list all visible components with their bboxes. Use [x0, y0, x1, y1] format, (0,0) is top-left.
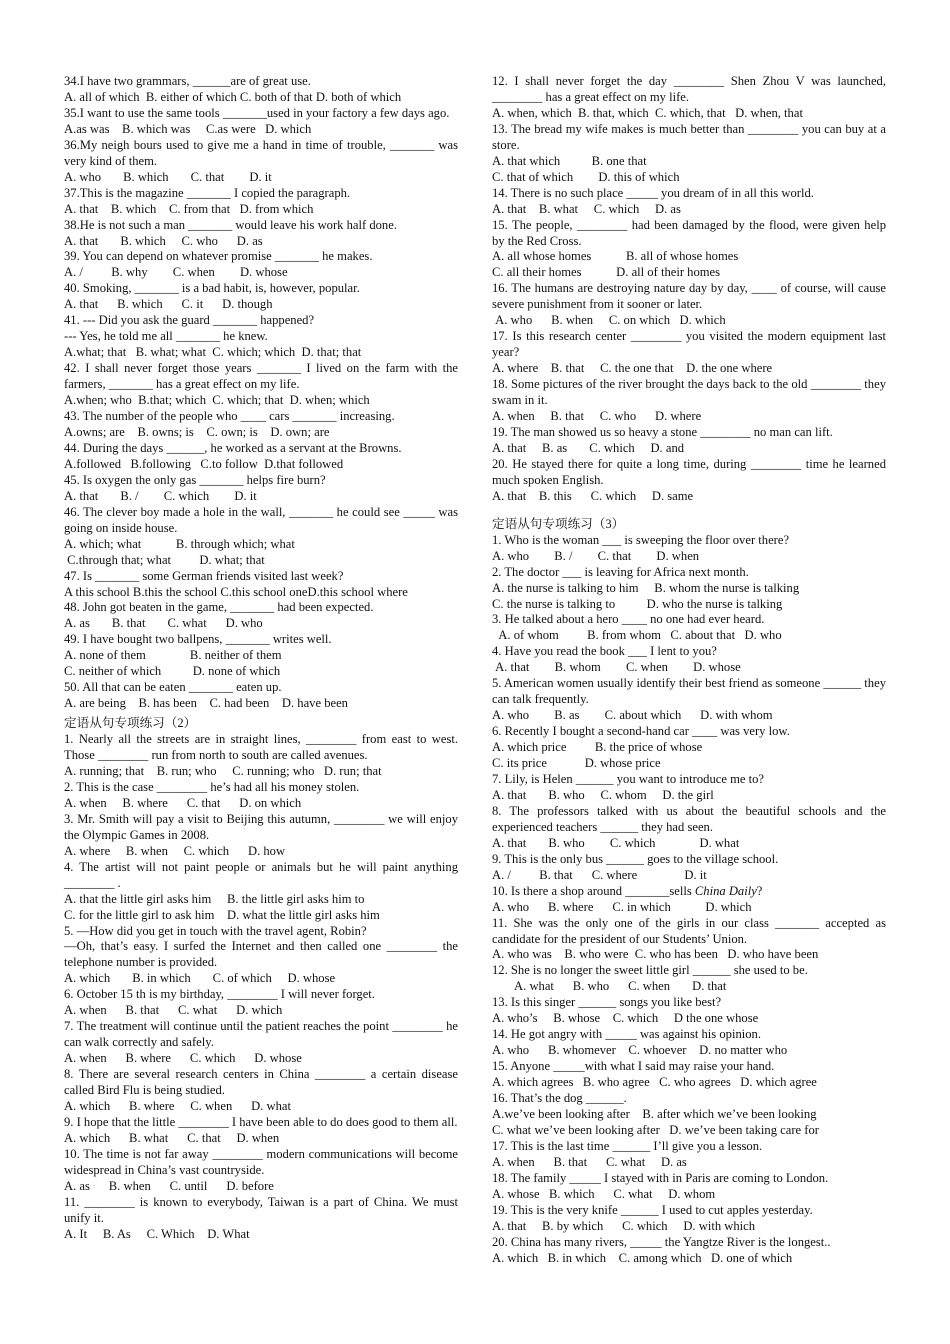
question-text: 19. This is the very knife ______ I used to cut apples yesterday. — [492, 1202, 813, 1217]
answer-options: A. which agrees B. who agree C. who agrees D. which agree — [492, 1075, 817, 1090]
answer-options: C. what we’ve been looking after D. we’ve been taking care for — [492, 1122, 819, 1137]
answer-options: A. that B. what C. which D. as — [492, 201, 681, 216]
answer-options: A. which B. what C. that D. when — [64, 1130, 280, 1145]
question-text: 6. October 15 th is my birthday, ________ I will never forget. — [64, 987, 375, 1002]
answer-options: A. which B. where C. when D. what — [64, 1099, 292, 1113]
answer-options: A. who was B. who were C. who has been D. who have been — [492, 947, 819, 962]
question-text: 34.I have two grammars, ______are of great use. — [64, 74, 311, 88]
answer-options: A.owns; are B. owns; is C. own; is D. own; are — [64, 424, 330, 439]
answer-options: A. when B. that C. what D. which — [64, 1003, 283, 1018]
newspaper-title: China Daily — [694, 883, 757, 898]
answer-options: A this school B.this the school C.this school oneD.this school where — [64, 584, 408, 599]
question-text: 37.This is the magazine _______ I copied the paragraph. — [64, 185, 351, 200]
answer-options: A. that B. which C. from that D. from which — [64, 201, 314, 216]
question-text: 5. American women usually identify their best friend as someone ______ they can talk frequently. — [492, 676, 890, 707]
answer-options: A. all whose homes B. all of whose homes — [492, 249, 739, 264]
spacer — [492, 505, 886, 513]
right-column — [492, 74, 890, 1267]
question-text: 16. That’s the dog ______. — [492, 1091, 627, 1106]
question-text: 8. There are several research centers in China ________ a certain disease called Bird Flu is being studied. — [64, 1067, 462, 1098]
answer-options: C. its price D. whose price — [492, 756, 661, 771]
answer-options: A.we’ve been looking after B. after which we’ve been looking — [492, 1107, 817, 1121]
answer-options: A. who’s B. whose C. which D the one whose — [492, 1011, 759, 1026]
question-text: 7. Lily, is Helen ______ you want to introduce me to? — [492, 771, 764, 786]
question-text: 20. China has many rivers, _____ the Yangtze River is the longest.. — [492, 1234, 831, 1249]
question-text: 49. I have bought two ballpens, _______ writes well. — [64, 632, 332, 647]
question-text: 3. He talked about a hero ____ no one had ever heard. — [492, 612, 765, 627]
answer-options: A. who B. as C. about which D. with whom — [492, 708, 773, 723]
answer-options: A. none of them B. neither of them — [64, 648, 282, 663]
answer-options: C.through that; what D. what; that — [64, 552, 265, 567]
question-text: 48. John got beaten in the game, _______ had been expected. — [64, 600, 374, 615]
answer-options: A. that B. which C. it D. though — [64, 297, 273, 312]
question-text: 7. The treatment will continue until the patient reaches the point ________ he can walk correctly and safely. — [64, 1019, 462, 1050]
question-text: 10. Is there a shop around _______sells China Daily? — [492, 883, 763, 898]
answer-options: A. who B. where C. in which D. which — [492, 899, 752, 914]
question-text: 14. There is no such place _____ you dream of in all this world. — [492, 185, 814, 200]
question-text: 40. Smoking, _______ is a bad habit, is, however, popular. — [64, 281, 360, 296]
question-text: 39. You can depend on whatever promise _______ he makes. — [64, 249, 373, 264]
answer-options: A. that B. / C. which D. it — [64, 488, 257, 503]
question-text: 44. During the days ______, he worked as a servant at the Browns. — [64, 440, 402, 455]
question-text: 14. He got angry with _____ was against his opinion. — [492, 1027, 761, 1042]
answer-options: A.followed B.following C.to follow D.that followed — [64, 456, 344, 471]
answer-options: A. where B. that C. the one that D. the one where — [492, 361, 773, 376]
question-text: 36.My neigh bours used to give me a hand in time of trouble, _______ was very kind of them. — [64, 137, 462, 168]
question-text: 12. She is no longer the sweet little girl ______ she used to be. — [492, 963, 808, 978]
section-heading: 定语从句专项练习（3） — [492, 516, 625, 531]
dialogue-line: —Oh, that’s easy. I surfed the Internet and then called one ________ the telephone number is provided. — [64, 939, 462, 970]
answer-options: A. who B. whomever C. whoever D. no matter who — [492, 1043, 788, 1058]
answer-options: A. when B. that C. what D. as — [492, 1154, 687, 1169]
dialogue-line: --- Yes, he told me all _______ he knew. — [64, 329, 268, 344]
answer-options: A. that which B. one that — [492, 153, 647, 168]
question-text: 35.I want to use the same tools _______used in your factory a few days ago. — [64, 105, 450, 120]
question-text: 45. Is oxygen the only gas _______ helps fire burn? — [64, 472, 326, 487]
question-text: 13. The bread my wife makes is much better than ________ you can buy at a store. — [492, 121, 890, 152]
answer-options: A. that B. this C. which D. same — [492, 488, 694, 503]
answer-options: A. / B. why C. when D. whose — [64, 265, 288, 280]
question-text: 10. The time is not far away ________ modern communications will become widespread in China’s vast countryside. — [64, 1146, 462, 1177]
answer-options: A. as B. when C. until D. before — [64, 1178, 274, 1193]
question-text: 46. The clever boy made a hole in the wall, _______ he could see _____ was going on inside house. — [64, 504, 462, 535]
answer-options: A. which B. in which C. among which D. one of which — [492, 1250, 793, 1265]
answer-options: A. It B. As C. Which D. What — [64, 1226, 250, 1241]
question-text: 38.He is not such a man _______ would leave his work half done. — [64, 217, 397, 232]
question-text: 2. This is the case ________ he’s had all his money stolen. — [64, 779, 360, 794]
question-text: 12. I shall never forget the day ________ Shen Zhou V was launched, ________ has a great effect on my life. — [492, 74, 890, 104]
answer-options: A. when B. where C. which D. whose — [64, 1051, 302, 1066]
question-text: 15. The people, ________ had been damaged by the flood, were given help by the Red Cross. — [492, 217, 890, 248]
question-text: 9. This is the only bus ______ goes to the village school. — [492, 851, 779, 866]
question-text: 2. The doctor ___ is leaving for Africa next month. — [492, 564, 749, 579]
question-text: 20. He stayed there for quite a long time, during ________ time he learned much spoken English. — [492, 456, 890, 487]
answer-options: A. when B. where C. that D. on which — [64, 795, 302, 810]
question-text: 11. ________ is known to everybody, Taiwan is a part of China. We must unify it. — [64, 1194, 462, 1225]
question-text: 8. The professors talked with us about the beautiful schools and the experienced teachers ______ they had seen. — [492, 803, 890, 834]
question-text: 1. Who is the woman ___ is sweeping the floor over there? — [492, 532, 790, 547]
question-text: 50. All that can be eaten _______ eaten up. — [64, 680, 282, 695]
answer-options: A. which; what B. through which; what — [64, 536, 295, 551]
section-heading: 定语从句专项练习（2） — [64, 716, 197, 731]
answer-options: A. that the little girl asks him B. the little girl asks him to — [64, 891, 365, 906]
answer-options: A. who B. / C. that D. when — [492, 548, 700, 563]
answer-options: A. of whom B. from whom C. about that D. who — [492, 628, 782, 643]
answer-options: A. that B. whom C. when D. whose — [492, 660, 741, 675]
question-text: 5. —How did you get in touch with the travel agent, Robin? — [64, 923, 367, 938]
answer-options: A. that B. as C. which D. and — [492, 440, 685, 455]
answer-options: A. as B. that C. what D. who — [64, 616, 263, 631]
question-text: 42. I shall never forget those years _______ I lived on the farm with the farmers, _______ has a great effect on my life. — [64, 361, 462, 392]
question-text: 19. The man showed us so heavy a stone ________ no man can lift. — [492, 424, 833, 439]
question-text: 4. The artist will not paint people or animals but he will paint anything ________ . — [64, 859, 462, 890]
question-text: 43. The number of the people who ____ cars _______ increasing. — [64, 409, 395, 424]
answer-options: A.what; that B. what; what C. which; which D. that; that — [64, 345, 362, 360]
answer-options: C. for the little girl to ask him D. what the little girl asks him — [64, 907, 380, 922]
answer-options: A. / B. that C. where D. it — [492, 867, 707, 882]
answer-options: A. are being B. has been C. had been D. have been — [64, 696, 348, 711]
question-text: 15. Anyone _____with what I said may raise your hand. — [492, 1059, 775, 1074]
question-text: 3. Mr. Smith will pay a visit to Beijing this autumn, ________ we will enjoy the Olympic Games in 2008. — [64, 811, 465, 842]
question-text: 18. Some pictures of the river brought the days back to the old ________ they swam in it. — [492, 377, 890, 408]
answer-options: A. that B. who C. whom D. the girl — [492, 787, 714, 802]
question-text: 17. Is this research center ________ you visited the modern equipment last year? — [492, 329, 890, 360]
question-text: 47. Is _______ some German friends visited last week? — [64, 568, 344, 583]
question-text: 11. She was the only one of the girls in our class _______ accepted as candidate for the president of our Students’ Union. — [492, 915, 890, 946]
question-text: 18. The family _____ I stayed with in Paris are coming to London. — [492, 1170, 829, 1185]
answer-options: A. the nurse is talking to him B. whom the nurse is talking — [492, 580, 800, 595]
answer-options: A. what B. who C. when D. that — [492, 979, 727, 994]
answer-options: A. where B. when C. which D. how — [64, 843, 286, 858]
question-text: 1. Nearly all the streets are in straight lines, ________ from east to west. Those ________ run from north to south are called avenues. — [64, 732, 461, 763]
answer-options: A. which price B. the price of whose — [492, 740, 703, 755]
answer-options: A. when B. that C. who D. where — [492, 409, 702, 424]
answer-options: C. that of which D. this of which — [492, 169, 680, 184]
question-text: 4. Have you read the book ___ I lent to you? — [492, 644, 717, 659]
question-text: 17. This is the last time ______ I’ll give you a lesson. — [492, 1138, 763, 1153]
answer-options: A. who B. when C. on which D. which — [492, 313, 726, 328]
answer-options: A. that B. which C. who D. as — [64, 233, 263, 248]
answer-options: A.as was B. which was C.as were D. which — [64, 121, 312, 136]
question-text: 16. The humans are destroying nature day by day, ____ of course, will cause severe punishment from it sooner or later. — [492, 281, 890, 312]
answer-options: A. which B. in which C. of which D. whose — [64, 971, 336, 986]
answer-options: A.when; who B.that; which C. which; that D. when; which — [64, 393, 370, 408]
answer-options: C. the nurse is talking to D. who the nurse is talking — [492, 596, 783, 611]
answer-options: A. that B. by which C. which D. with which — [492, 1218, 756, 1233]
answer-options: A. whose B. which C. what D. whom — [492, 1186, 716, 1201]
answer-options: A. when, which B. that, which C. which, that D. when, that — [492, 105, 803, 120]
answer-options: A. running; that B. run; who C. running; who D. run; that — [64, 763, 382, 778]
answer-options: A. all of which B. either of which C. both of that D. both of which — [64, 89, 402, 104]
question-text: 9. I hope that the little ________ I have been able to do does good to them all. — [64, 1114, 458, 1129]
answer-options: A. that B. who C. which D. what — [492, 835, 740, 850]
question-text: 13. Is this singer ______ songs you like best? — [492, 995, 722, 1010]
answer-options: A. who B. which C. that D. it — [64, 169, 272, 184]
left-column — [64, 74, 465, 1243]
question-text: 41. --- Did you ask the guard _______ happened? — [64, 313, 315, 328]
answer-options: C. all their homes D. all of their homes — [492, 265, 721, 280]
answer-options: C. neither of which D. none of which — [64, 664, 281, 679]
question-text: 6. Recently I bought a second-hand car ____ was very low. — [492, 724, 790, 739]
